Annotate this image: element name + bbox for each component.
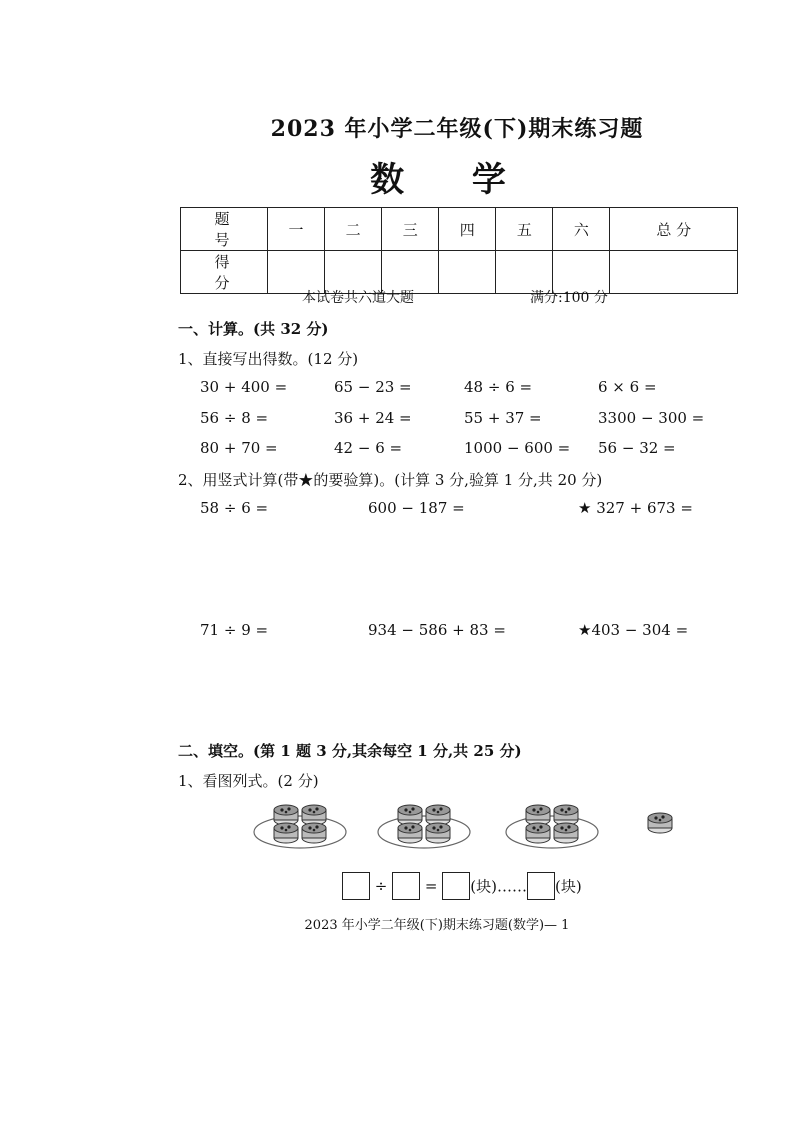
question-label: 1、看图列式。(2 分) bbox=[178, 772, 319, 790]
cake-plates-illustration bbox=[250, 796, 690, 860]
oral-expression: 42 − 6 = bbox=[334, 439, 403, 457]
answer-box-divisor[interactable] bbox=[392, 872, 420, 900]
vertical-calc-expression: 71 ÷ 9 = bbox=[200, 621, 269, 639]
oral-expression: 36 + 24 = bbox=[334, 409, 412, 427]
exam-info-questions: 本试卷共六道大题 bbox=[302, 290, 414, 306]
vertical-calc-expression: 58 ÷ 6 = bbox=[200, 499, 269, 517]
divide-sign: ÷ bbox=[374, 877, 388, 895]
answer-box-dividend[interactable] bbox=[342, 872, 370, 900]
score-table-row-label: 得 分 bbox=[181, 251, 268, 294]
score-col-1: 一 bbox=[268, 208, 325, 251]
oral-expression: 1000 − 600 = bbox=[464, 439, 571, 457]
score-col-2: 二 bbox=[325, 208, 382, 251]
oral-expression: 48 ÷ 6 = bbox=[464, 378, 533, 396]
vertical-calc-expression: 934 − 586 + 83 = bbox=[368, 621, 506, 639]
division-formula bbox=[342, 872, 582, 900]
leftover-cake bbox=[648, 813, 672, 833]
score-table-header-row bbox=[181, 208, 738, 251]
plate-2 bbox=[378, 805, 470, 848]
unit-remainder: (块) bbox=[555, 877, 582, 896]
exam-title: 2023 年小学二年级(下)期末练习题 bbox=[270, 116, 644, 142]
section-heading-calc: 一、计算。(共 32 分) bbox=[178, 320, 329, 338]
oral-expression: 56 ÷ 8 = bbox=[200, 409, 269, 427]
score-table-score-row bbox=[181, 251, 738, 294]
score-col-5: 五 bbox=[496, 208, 553, 251]
score-table bbox=[180, 207, 738, 294]
oral-expression: 30 + 400 = bbox=[200, 378, 288, 396]
oral-expression: 55 + 37 = bbox=[464, 409, 542, 427]
section-heading-fill: 二、填空。(第 1 题 3 分,其余每空 1 分,共 25 分) bbox=[178, 742, 522, 760]
plate-3 bbox=[506, 805, 598, 848]
unit-quotient: (块)…… bbox=[470, 877, 527, 896]
vertical-calc-expression: ★403 − 304 = bbox=[578, 621, 689, 639]
question-label: 1、直接写出得数。(12 分) bbox=[178, 350, 359, 368]
exam-info-fullscore: 满分:100 分 bbox=[530, 290, 608, 306]
subject-title: 数 学 bbox=[370, 160, 534, 200]
oral-expression: 3300 − 300 = bbox=[598, 409, 705, 427]
vertical-calc-expression: 600 − 187 = bbox=[368, 499, 465, 517]
page-footer: 2023 年小学二年级(下)期末练习题(数学)— 1 bbox=[304, 918, 570, 933]
oral-expression: 56 − 32 = bbox=[598, 439, 676, 457]
answer-box-remainder[interactable] bbox=[527, 872, 555, 900]
vertical-calc-expression: ★ 327 + 673 = bbox=[578, 499, 693, 517]
score-col-6: 六 bbox=[553, 208, 610, 251]
question-label: 2、用竖式计算(带★的要验算)。(计算 3 分,验算 1 分,共 20 分) bbox=[178, 471, 603, 489]
plate-1 bbox=[254, 805, 346, 848]
score-cell[interactable] bbox=[439, 251, 496, 294]
answer-box-quotient[interactable] bbox=[442, 872, 470, 900]
oral-expression: 65 − 23 = bbox=[334, 378, 412, 396]
oral-expression: 6 × 6 = bbox=[598, 378, 657, 396]
score-col-3: 三 bbox=[382, 208, 439, 251]
score-col-4: 四 bbox=[439, 208, 496, 251]
equals-sign: = bbox=[424, 877, 438, 895]
score-cell[interactable] bbox=[610, 251, 738, 294]
score-table-row-label: 题 号 bbox=[181, 208, 268, 251]
oral-expression: 80 + 70 = bbox=[200, 439, 278, 457]
score-col-total: 总 分 bbox=[610, 208, 738, 251]
